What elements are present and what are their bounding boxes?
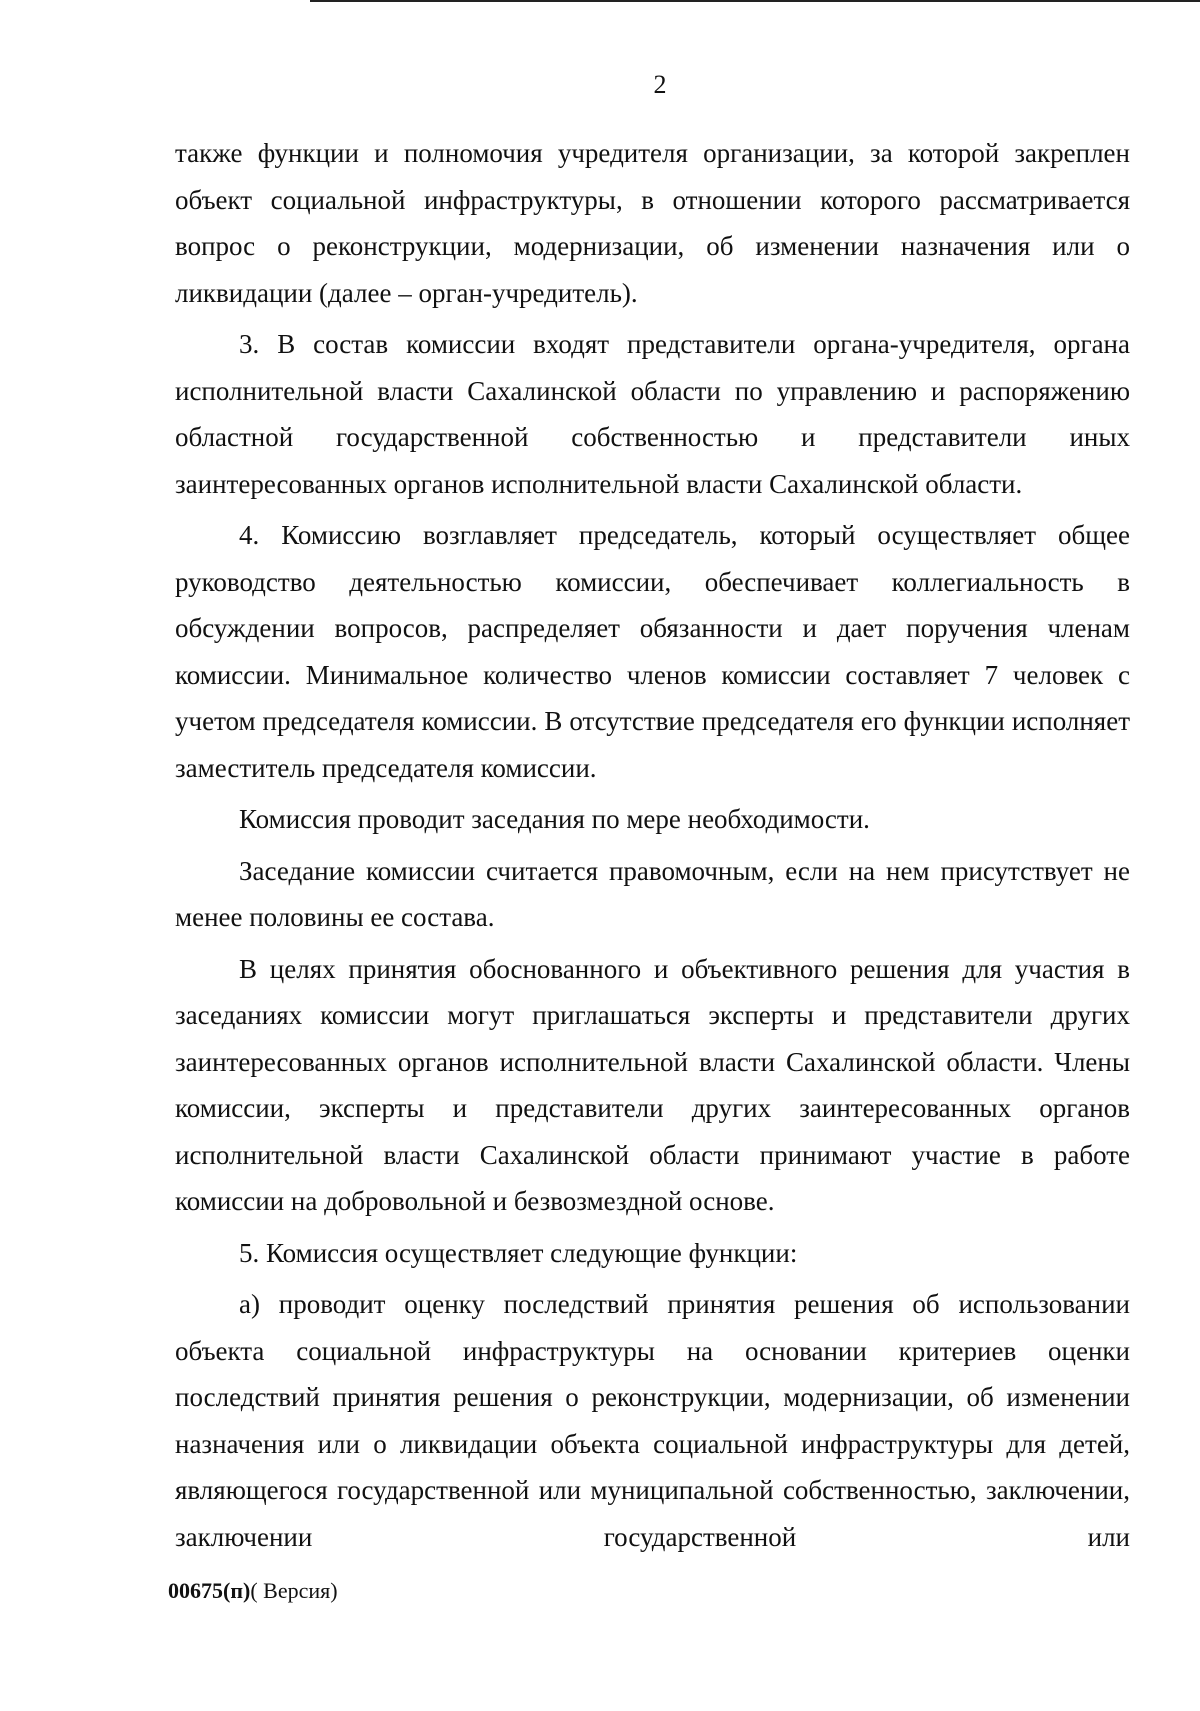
scan-edge-line: [310, 0, 1200, 2]
paragraph-quorum: Заседание комиссии считается правомочным, если на нем присутствует не менее половины ее состава.: [175, 855, 1130, 932]
document-version: ( Версия): [250, 1578, 338, 1603]
paragraph-item-4: 4. Комиссию возглавляет председатель, который осуществляет общее руководство деятельностью комиссии, обеспечивает коллегиальность в обсуждении вопросов, распределяет обязанности и дает поручения членам комиссии. Минимальное количество членов комиссии составляет 7 человек с учетом председателя комиссии. В отсутствие председателя его функции исполняет заместитель председателя комиссии.: [175, 520, 1130, 783]
paragraph-item-5: 5. Комиссия осуществляет следующие функции:: [239, 1237, 798, 1268]
paragraph-item-3: 3. В состав комиссии входят представители органа-учредителя, органа исполнительной власти Сахалинской области по управлению и распоряжению областной государственной собственностью и представители иных заинтересованных органов исполнительной власти Сахалинской области.: [175, 329, 1130, 499]
document-footer: [168, 1578, 338, 1604]
page-number: 2: [653, 70, 667, 99]
document-code: 00675(п): [168, 1578, 251, 1603]
paragraph-item-5a: а) проводит оценку последствий принятия решения об использовании объекта социальной инфраструктуры на основании критериев оценки последствий принятия решения о реконструкции, модернизации, об изменении назначения или о ликвидации объекта социальной инфраструктуры для детей, являющегося государственной или муниципальной собственностью, заключении, заключении государственной или: [175, 1289, 1130, 1552]
paragraph-continuation: также функции и полномочия учредителя организации, за которой закреплен объект социальной инфраструктуры, в отношении которого рассматривается вопрос о реконструкции, модернизации, об изменении назначения или о ликвидации (далее – орган-учредитель).: [175, 138, 1130, 308]
paragraph-experts: В целях принятия обоснованного и объективного решения для участия в заседаниях комиссии могут приглашаться эксперты и представители других заинтересованных органов исполнительной власти Сахалинской области. Члены комиссии, эксперты и представители других заинтересованных органов исполнительной власти Сахалинской области принимают участие в работе комиссии на добровольной и безвозмездной основе.: [175, 953, 1130, 1216]
document-body: [175, 130, 1130, 1565]
paragraph-meetings: Комиссия проводит заседания по мере необходимости.: [239, 804, 870, 834]
